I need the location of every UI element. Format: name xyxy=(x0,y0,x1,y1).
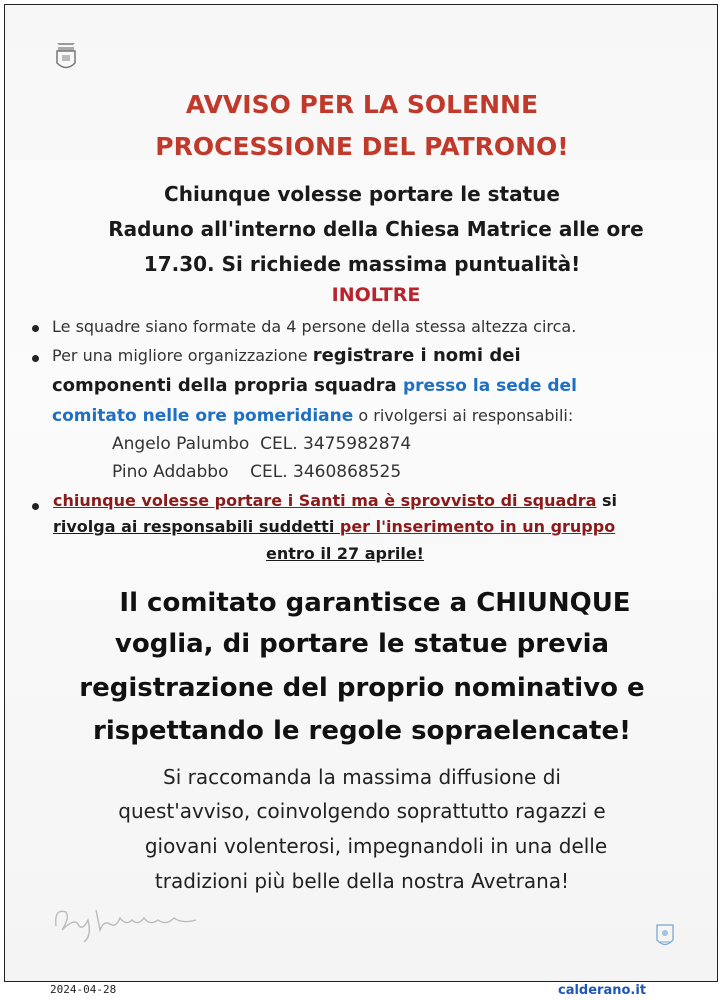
closing-line-1: Si raccomanda la massima diffusione di xyxy=(163,765,561,789)
photo-date: 2024-04-28 xyxy=(50,983,117,996)
town-emblem-icon xyxy=(654,922,676,950)
bullet-dot xyxy=(32,325,39,332)
watermark-site: calderano.it xyxy=(558,983,647,998)
bullet-dot xyxy=(32,503,39,510)
notice-title-line-1: AVVISO PER LA SOLENNE xyxy=(185,90,539,119)
notice-title-line-2: PROCESSIONE DEL PATRONO! xyxy=(155,132,569,161)
closing-line-4: tradizioni più belle della nostra Avetrana! xyxy=(154,869,570,893)
inoltre-heading: INOLTRE xyxy=(331,284,421,306)
closing-line-3: giovani volenterosi, impegnandoli in una delle xyxy=(144,834,608,858)
guarantee-line-3: registrazione del proprio nominativo e xyxy=(79,673,645,703)
contact-pino-addabbo: Pino Addabbo CEL. 3460868525 xyxy=(112,462,402,482)
coat-of-arms-icon xyxy=(53,39,79,73)
bullet-register-line-3: comitato nelle ore pomeridiane o rivolgersi ai responsabili: xyxy=(52,406,574,426)
bullet-register-line-1: Per una migliore organizzazione registrare i nomi dei xyxy=(52,345,521,366)
intro-line-1: Chiunque volesse portare le statue xyxy=(164,182,560,206)
bullet-no-team-line-3: entro il 27 aprile! xyxy=(266,544,424,563)
guarantee-line-4: rispettando le regole sopraelencate! xyxy=(93,716,631,746)
intro-line-2: Raduno all'interno della Chiesa Matrice alle ore xyxy=(108,217,644,241)
contact-angelo-palumbo: Angelo Palumbo CEL. 3475982874 xyxy=(112,434,412,454)
guarantee-line-2: voglia, di portare le statue previa xyxy=(114,629,610,659)
signature xyxy=(48,896,208,946)
closing-line-2: quest'avviso, coinvolgendo soprattutto ragazzi e xyxy=(118,799,606,823)
bullet-dot xyxy=(32,355,39,362)
bullet-register-line-2: componenti della propria squadra presso la sede del xyxy=(52,375,577,396)
bullet-no-team-line-1: chiunque volesse portare i Santi ma è sprovvisto di squadra si xyxy=(53,491,617,510)
intro-line-3: 17.30. Si richiede massima puntualità! xyxy=(143,252,581,276)
bullet-no-team-line-2: rivolga ai responsabili suddetti per l'inserimento in un gruppo xyxy=(53,517,616,536)
bullet-teams-rule: Le squadre siano formate da 4 persone della stessa altezza circa. xyxy=(52,317,577,336)
guarantee-line-1: Il comitato garantisce a CHIUNQUE xyxy=(119,588,631,618)
